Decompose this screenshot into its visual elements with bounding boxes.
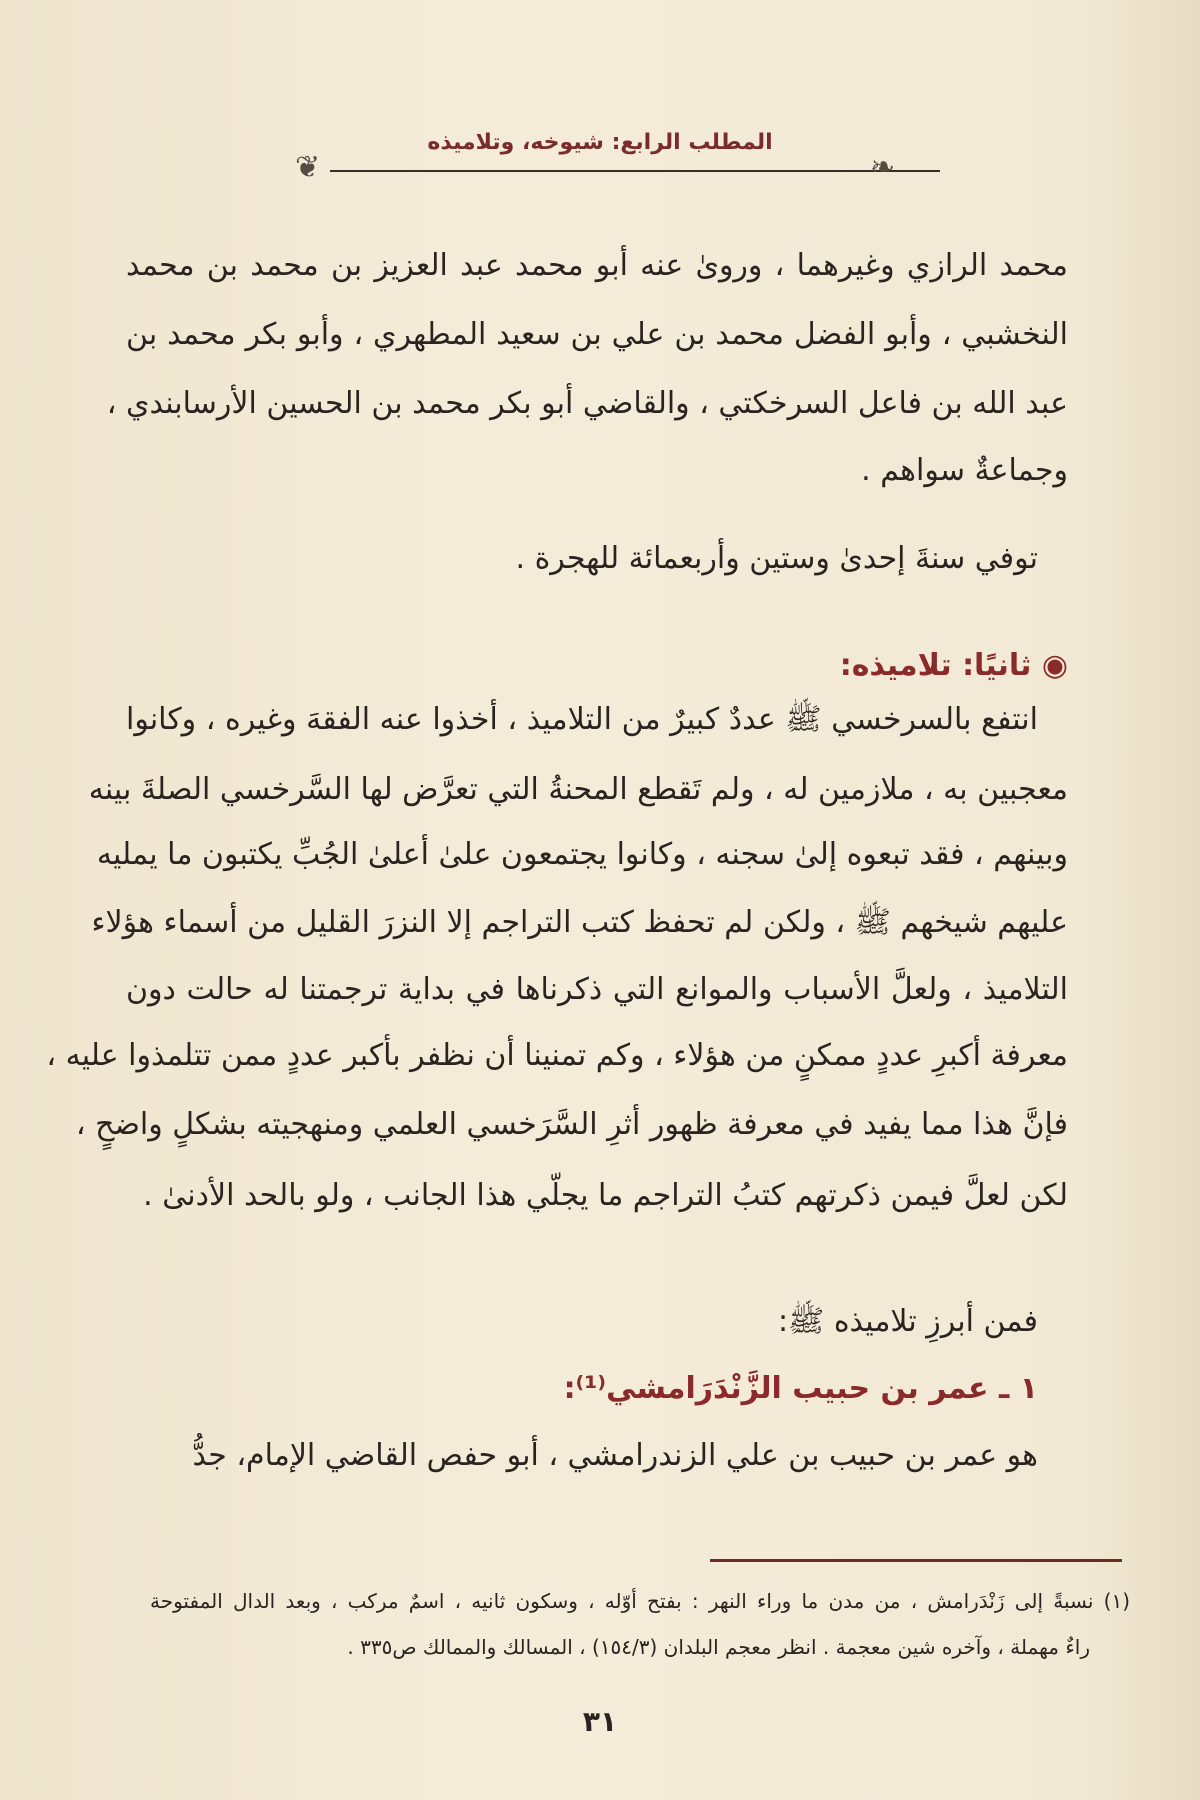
paragraph-line: معرفة أكبرِ عددٍ ممكنٍ من هؤلاء ، وكم تمنينا أن نظفر بأكبر عددٍ ممن تتلمذوا عليه ، (46, 1038, 1068, 1073)
paragraph-line: لكن لعلَّ فيمن ذكرتهم كتبُ التراجم ما يجلّي هذا الجانب ، ولو بالحد الأدنىٰ . (143, 1178, 1068, 1213)
paragraph-line: انتفع بالسرخسي ﷺ عددٌ كبيرٌ من التلاميذ ، أخذوا عنه الفقهَ وغيره ، وكانوا (126, 702, 1038, 737)
section-heading-text: ثانيًا: تلاميذه: (839, 648, 1032, 683)
section-heading (126, 644, 1068, 688)
body-line: النخشبي ، وأبو الفضل محمد بن علي بن سعيد المطهري ، وأبو بكر محمد بن (126, 317, 1068, 352)
footnote-rule (710, 1559, 1122, 1562)
death-line: توفي سنةَ إحدىٰ وستين وأربعمائة للهجرة . (515, 541, 1038, 576)
body-line: محمد الرازي وغيرهما ، وروىٰ عنه أبو محمد عبد العزيز بن محمد بن محمد (126, 248, 1068, 283)
ornament-right-icon: ❧ (870, 150, 896, 185)
footnote-line: (١) نسبةً إلى زَنْدَرامش ، من مدن ما وراء النهر : بفتح أوّله ، وسكون ثانيه ، اسمٌ مركب ، وبعد الدال المفتوحة (150, 1589, 1130, 1613)
student-line: هو عمر بن حبيب بن علي الزندرامشي ، أبو حفص القاضي الإمام، جدُّ (192, 1438, 1038, 1473)
bullet-icon: ◉ (1031, 648, 1068, 683)
student-heading: ١ ـ عمر بن حبيب الزَّنْدَرَامشي⁽¹⁾: (563, 1371, 1038, 1406)
body-line: عبد الله بن فاعل السرخكتي ، والقاضي أبو بكر محمد بن الحسين الأرسابندي ، (106, 386, 1068, 421)
ornament-left-icon: ❦ (295, 150, 321, 185)
paragraph-line: فإنَّ هذا مما يفيد في معرفة ظهور أثرِ السَّرَخسي العلمي ومنهجيته بشكلٍ واضحٍ ، (75, 1107, 1068, 1142)
header-rule (330, 170, 940, 172)
paragraph-line: وبينهم ، فقد تبعوه إلىٰ سجنه ، وكانوا يجتمعون علىٰ أعلىٰ الجُبِّ يكتبون ما يمليه (96, 837, 1068, 872)
paragraph-line: التلاميذ ، ولعلَّ الأسباب والموانع التي ذكرناها في بداية ترجمتنا له حالت دون (126, 972, 1068, 1007)
paragraph-line: عليهم شيخهم ﷺ ، ولكن لم تحفظ كتب التراجم إلا النزرَ القليل من أسماء هؤلاء (91, 905, 1068, 940)
paragraph-line: معجبين به ، ملازمين له ، ولم تَقطع المحنةُ التي تعرَّض لها السَّرخسي الصلةَ بينه (88, 772, 1068, 807)
footnote-line: راءٌ مهملة ، وآخره شين معجمة . انظر معجم البلدان (١٥٤/٣) ، المسالك والممالك ص٣٣٥ . (347, 1635, 1090, 1659)
intro-line: فمن أبرزِ تلاميذه ﷺ: (777, 1304, 1038, 1339)
running-header: المطلب الرابع: شيوخه، وتلاميذه (427, 130, 773, 155)
page-number: ٣١ (582, 1705, 618, 1738)
body-line: وجماعةٌ سواهم . (861, 453, 1068, 488)
